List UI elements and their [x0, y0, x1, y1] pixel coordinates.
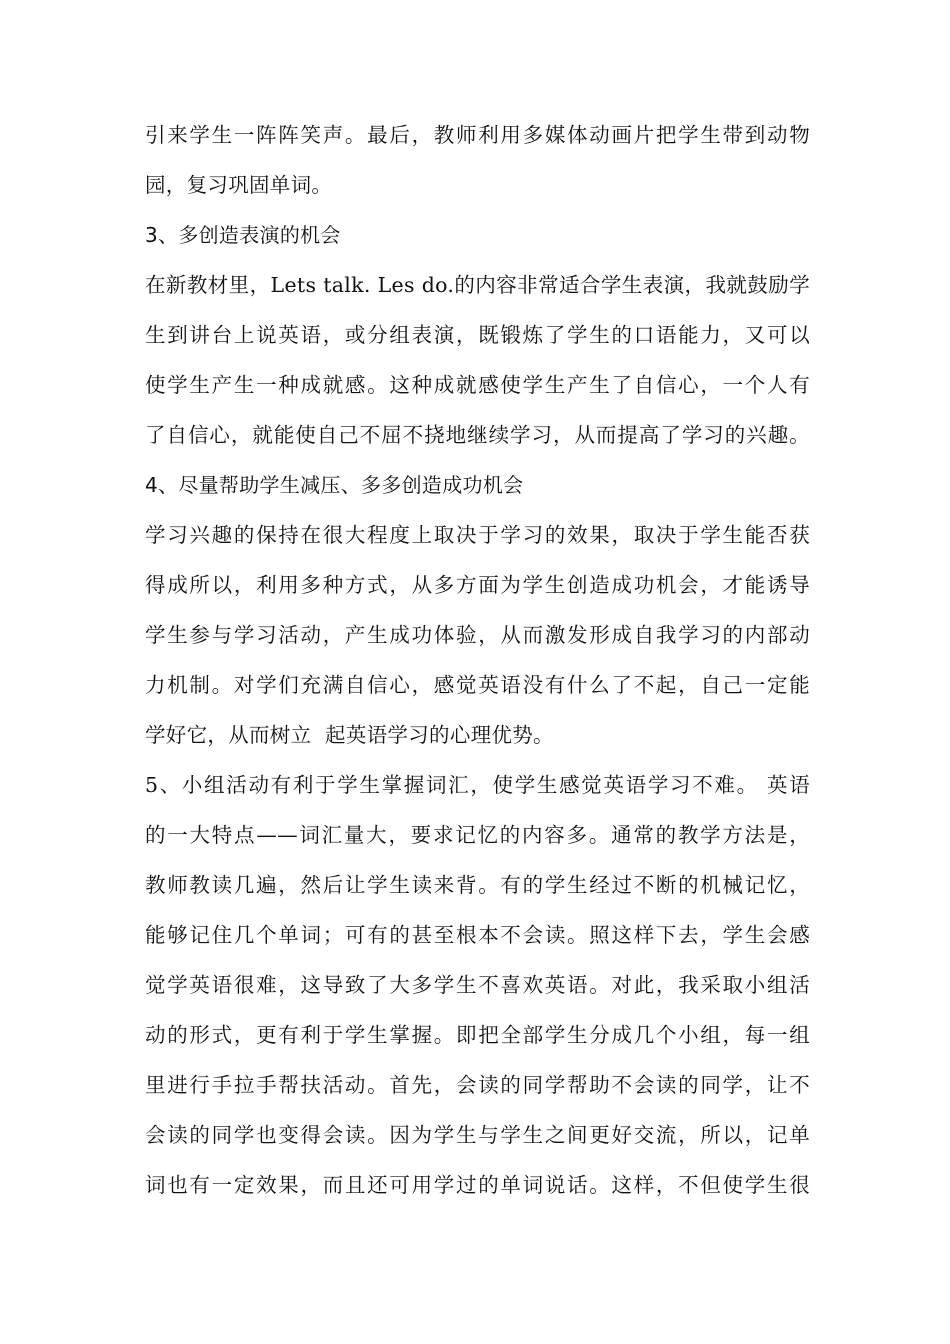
body-text-line: 使学生产生一种成就感。这种成就感使学生产生了自信心，一个人有 — [145, 373, 810, 397]
body-text-line: 了自信心，就能使自己不屈不挠地继续学习，从而提高了学习的兴趣。 — [145, 423, 810, 447]
body-text-line: 力机制。对学们充满自信心，感觉英语没有什么了不起，自己一定能 — [145, 673, 810, 697]
body-text-line: 动的形式，更有利于学生掌握。即把全部学生分成几个小组，每一组 — [145, 1023, 810, 1047]
document-body — [145, 110, 810, 1210]
body-text-line: 园，复习巩固单词。 — [145, 173, 333, 197]
body-text-line: 会读的同学也变得会读。因为学生与学生之间更好交流，所以，记单 — [145, 1123, 810, 1147]
body-text-line: 的一大特点——词汇量大，要求记忆的内容多。通常的教学方法是， — [145, 823, 810, 847]
body-text-line: 学习兴趣的保持在很大程度上取决于学习的效果，取决于学生能否获 — [145, 523, 810, 547]
body-text-line: 生到讲台上说英语，或分组表演，既锻炼了学生的口语能力，又可以 — [145, 323, 810, 347]
body-text-line: 学生参与学习活动，产生成功体验，从而激发形成自我学习的内部动 — [145, 623, 810, 647]
section-heading-3: 3、多创造表演的机会 — [145, 223, 341, 247]
body-text-line: 觉学英语很难，这导致了大多学生不喜欢英语。对此，我采取小组活 — [145, 973, 810, 997]
body-text-line: 引来学生一阵阵笑声。最后，教师利用多媒体动画片把学生带到动物 — [145, 123, 810, 147]
body-text-line: 在新教材里，Lets talk. Les do.的内容非常适合学生表演，我就鼓励学 — [145, 273, 810, 297]
body-text-line: 词也有一定效果，而且还可用学过的单词说话。这样，不但使学生很 — [145, 1173, 810, 1197]
body-text-line: 里进行手拉手帮扶活动。首先，会读的同学帮助不会读的同学，让不 — [145, 1073, 810, 1097]
section-heading-5: 5、小组活动有利于学生掌握词汇，使学生感觉英语学习不难。 英语 — [145, 773, 810, 797]
body-text-line: 得成所以，利用多种方式，从多方面为学生创造成功机会，才能诱导 — [145, 573, 810, 597]
body-text-line: 教师教读几遍，然后让学生读来背。有的学生经过不断的机械记忆， — [145, 873, 810, 897]
body-text-line: 学好它，从而树立 起英语学习的心理优势。 — [145, 723, 554, 747]
body-text-line: 能够记住几个单词；可有的甚至根本不会读。照这样下去，学生会感 — [145, 923, 810, 947]
section-heading-4: 4、尽量帮助学生减压、多多创造成功机会 — [145, 473, 524, 497]
